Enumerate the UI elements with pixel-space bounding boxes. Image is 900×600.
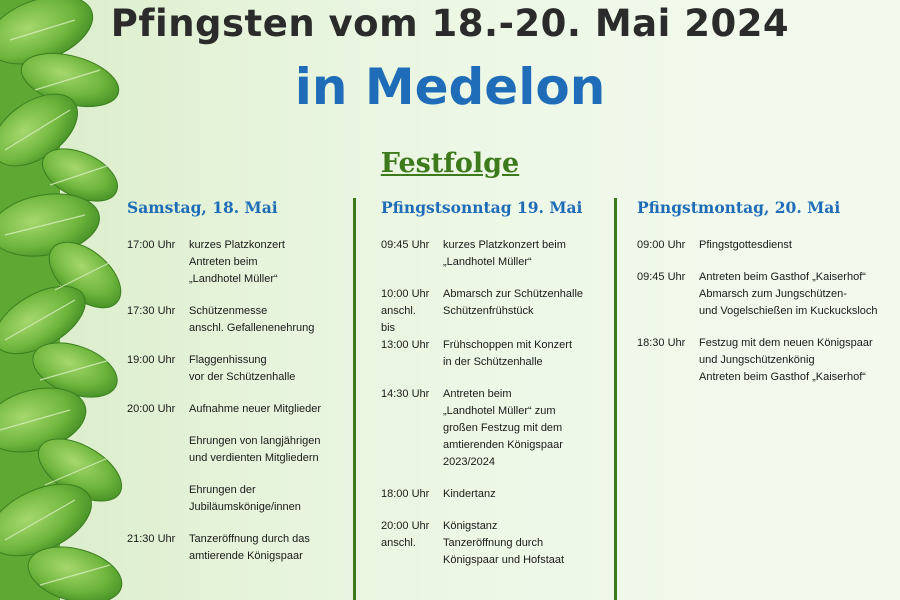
day-heading: Pfingstsonntag 19. Mai [381,198,583,217]
entry-text: Frühschoppen mit Konzert in der Schützenhalle [443,339,573,368]
entry-text: Abmarsch zur Schützenhalle Schützenfrühstück [443,288,584,317]
column-divider [353,198,356,600]
entry-time: 14:30 Uhr [381,388,430,400]
schedule-entry [127,303,342,337]
entry-time: 21:30 Uhr [127,533,176,545]
schedule-entry [381,337,606,371]
entry-time: 18:00 Uhr [381,488,430,500]
entry-time: 09:45 Uhr [637,271,686,283]
schedule-entry [127,237,342,288]
schedule-entry [381,386,606,471]
entry-text: Antreten beim „Landhotel Müller“ zum großen Festzug mit dem amtierenden Königspaar 2023/2024 [443,388,563,468]
entry-time: 17:30 Uhr [127,305,176,317]
schedule-entry [381,518,606,569]
schedule-entry [637,237,897,254]
schedule-entry [127,352,342,386]
entry-text: Antreten beim Gasthof „Kaiserhof“ Abmarsch zum Jungschützen- und Vogelschießen im Kuckucksloch [699,271,878,317]
entry-text: kurzes Platzkonzert Antreten beim „Landhotel Müller“ [189,239,285,285]
entry-time [127,433,189,467]
entry-text: Pfingstgottesdienst [699,239,792,251]
schedule-entry [637,335,897,386]
entry-text: Schützenmesse anschl. Gefallenenehrung [189,305,315,334]
page-title: Pfingsten vom 18.-20. Mai 2024 [110,2,790,45]
entry-text: Festzug mit dem neuen Königspaar und Jungschützenkönig Antreten beim Gasthof „Kaiserhof“ [699,337,873,383]
schedule-entry [381,486,606,503]
entry-text: Ehrungen der Jubiläumskönige/innen [189,484,301,513]
entry-time: 09:45 Uhr [381,239,430,251]
day-column-saturday [127,198,342,580]
schedule-entry [127,401,342,418]
schedule-entry [637,269,897,320]
section-heading: Festfolge [380,148,520,179]
entry-text: kurzes Platzkonzert beim „Landhotel Müller“ [443,239,566,268]
entry-time: 09:00 Uhr [637,239,686,251]
entry-time: 20:00 Uhr anschl. [381,520,430,549]
location-subtitle: in Medelon [294,58,606,116]
entry-text: Königstanz Tanzeröffnung durch Königspaar und Hofstaat [443,520,565,566]
entry-time: 19:00 Uhr [127,354,176,366]
entry-time: 20:00 Uhr [127,403,176,415]
day-heading: Pfingstmontag, 20. Mai [637,198,841,217]
schedule-entry [127,531,342,565]
entry-time [127,482,189,516]
entry-time: 17:00 Uhr [127,239,176,251]
schedule-entry [381,237,606,271]
schedule-entry [127,482,342,516]
entry-text: Ehrungen von langjährigen und verdienten Mitgliedern [189,435,321,464]
schedule-entry [381,286,606,337]
entry-time: 18:30 Uhr [637,337,686,349]
entry-text: Tanzeröffnung durch das amtierende Königspaar [189,533,310,562]
entry-text: Flaggenhissung vor der Schützenhalle [189,354,296,383]
entry-text: Kindertanz [443,488,496,500]
schedule-entry [127,433,342,467]
column-divider [614,198,617,600]
entry-time: 13:00 Uhr [381,339,430,351]
entry-text: Aufnahme neuer Mitglieder [189,403,322,415]
day-column-monday [637,198,897,401]
day-column-sunday [381,198,606,584]
entry-time: 10:00 Uhr anschl. bis [381,288,430,334]
day-heading: Samstag, 18. Mai [127,198,278,217]
